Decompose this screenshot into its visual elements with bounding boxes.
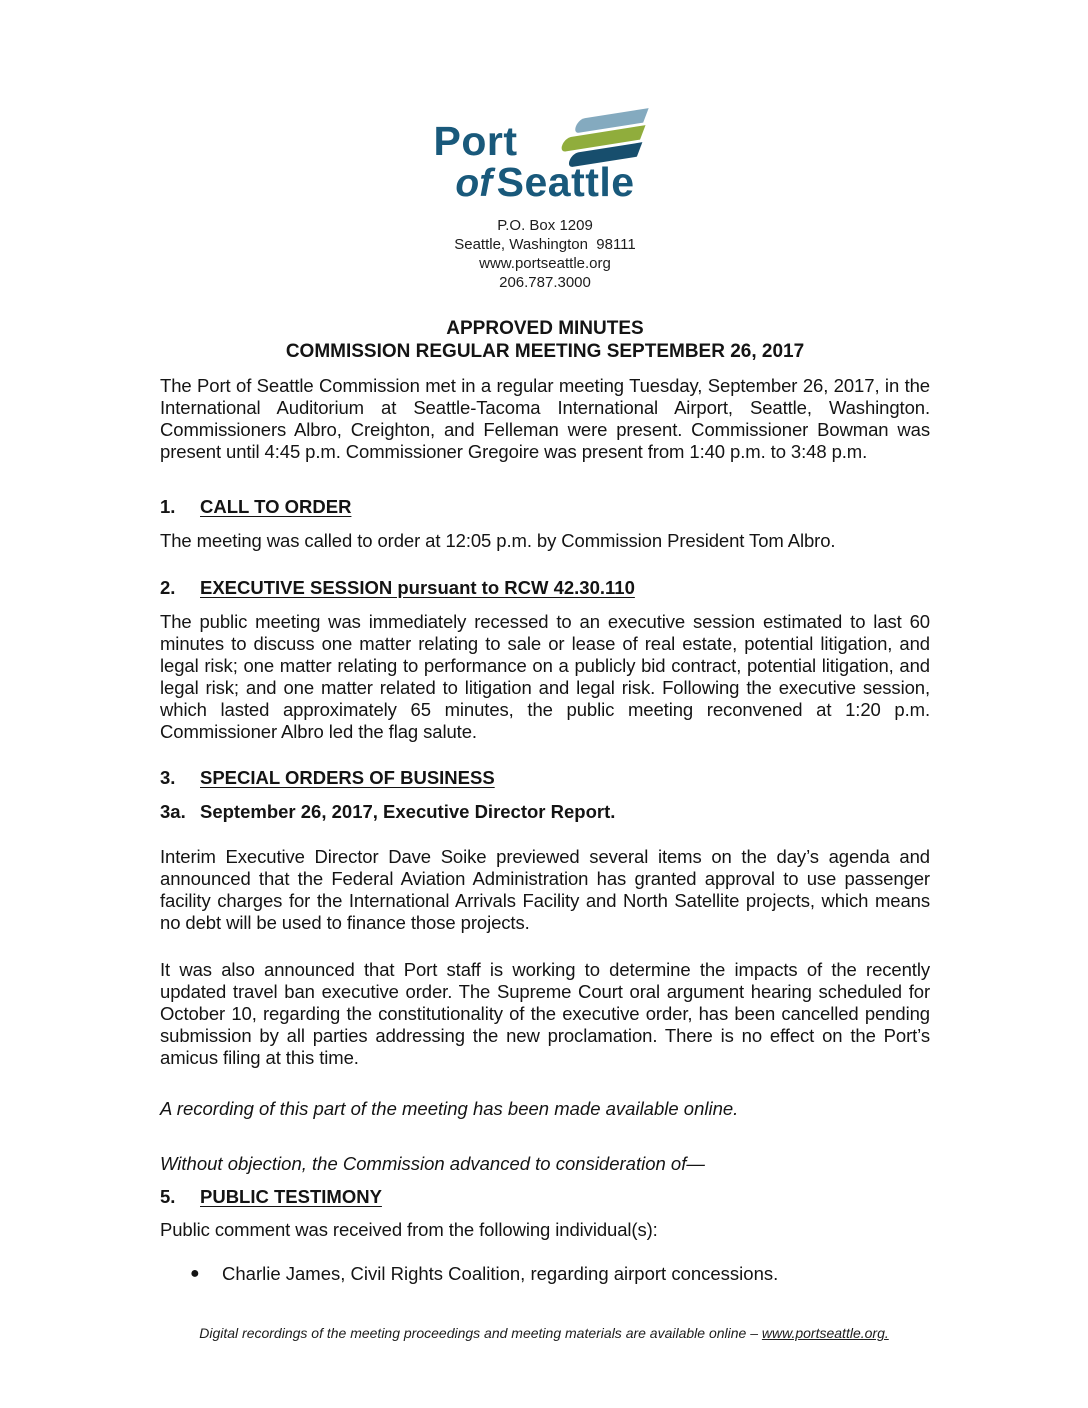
title-line-2: COMMISSION REGULAR MEETING SEPTEMBER 26, 2017 bbox=[285, 341, 805, 362]
section-heading-executive-session bbox=[160, 577, 930, 599]
intro-paragraph: The Port of Seattle Commission met in a regular meeting Tuesday, September 26, 2017, in the International Auditorium at Seattle-Tacoma International Airport, Seattle, Washington. Commissioners Albro, Creighton, and Felleman were present. Commissioner Bowman was present until 4:45 p.m. Commissioner Gregoire was present from 1:40 p.m. to 3:48 p.m. bbox=[160, 375, 930, 462]
logo-text-port: Port bbox=[433, 117, 518, 164]
page-footer bbox=[0, 1324, 1088, 1342]
subsection-title: September 26, 2017, Executive Director Report. bbox=[200, 801, 616, 822]
section-heading-public-testimony bbox=[160, 1186, 930, 1208]
document-title bbox=[160, 317, 930, 363]
section-title: CALL TO ORDER bbox=[200, 496, 352, 517]
logo-text-seattle: Seattle bbox=[496, 159, 635, 205]
footer-portseattle-link[interactable]: www.portseattle.org. bbox=[761, 1325, 889, 1341]
public-testimony-paragraph: Public comment was received from the following individual(s): bbox=[160, 1219, 658, 1240]
special-orders-paragraph-1: Interim Executive Director Dave Soike previewed several items on the day’s agenda and announced that the Federal Aviation Administration has granted approval to use passenger facility charges for the International Arrivals Facility and North Satellite projects, which means no debt will be used to finance those projects. bbox=[160, 846, 930, 933]
address-line-city: Seattle, Washington 98111 bbox=[454, 236, 636, 253]
logo-text-of: of bbox=[455, 162, 493, 205]
address-line-po-box: P.O. Box 1209 bbox=[497, 217, 593, 234]
special-orders-paragraph-2: It was also announced that Port staff is working to determine the impacts of the recently updated travel ban executive order. The Supreme Court oral argument hearing scheduled for October 10, regarding the constitutionality of the executive order, has been cancelled pending submission by all parties addressing the new proclamation. There is no effect on the Port’s amicus filing at this time. bbox=[160, 959, 930, 1068]
testimony-bullet-text: Charlie James, Civil Rights Coalition, regarding airport concessions. bbox=[222, 1263, 779, 1284]
section-title: EXECUTIVE SESSION pursuant to RCW 42.30.110 bbox=[200, 577, 635, 598]
section-number: 2. bbox=[160, 577, 176, 598]
section-heading-call-to-order bbox=[160, 496, 930, 518]
recording-note: A recording of this part of the meeting has been made available online. bbox=[160, 1098, 739, 1119]
title-line-1: APPROVED MINUTES bbox=[446, 318, 644, 339]
subsection-heading-3a bbox=[160, 801, 930, 823]
section-number: 3. bbox=[160, 767, 176, 788]
executive-session-paragraph: The public meeting was immediately recessed to an executive session estimated to last 60 minutes to discuss one matter relating to sale or lease of real estate, potential litigation, and legal risk; one matter relating to performance on a publicly bid contract, potential litigation, and legal risk; and one matter related to litigation and legal risk. Following the executive session, which lasted approximately 65 minutes, the public meeting reconvened at 1:20 p.m. Commissioner Albro led the flag salute. bbox=[160, 611, 930, 742]
subsection-number: 3a. bbox=[160, 801, 186, 822]
document-content bbox=[160, 0, 930, 1285]
footer-text: Digital recordings of the meeting proceedings and meeting materials are available online – bbox=[199, 1325, 762, 1341]
address-line-website: www.portseattle.org bbox=[479, 255, 611, 272]
section-number: 5. bbox=[160, 1186, 176, 1207]
advance-note: Without objection, the Commission advanced to consideration of— bbox=[160, 1153, 705, 1174]
port-of-seattle-logo bbox=[160, 0, 930, 203]
section-title: PUBLIC TESTIMONY bbox=[200, 1186, 382, 1207]
section-number: 1. bbox=[160, 496, 176, 517]
section-heading-special-orders bbox=[160, 767, 930, 789]
logo-row-of-seattle bbox=[160, 159, 930, 205]
bullet-icon: ● bbox=[190, 1265, 200, 1282]
call-to-order-paragraph: The meeting was called to order at 12:05 p.m. by Commission President Tom Albro. bbox=[160, 530, 836, 551]
address-block bbox=[160, 216, 930, 292]
address-line-phone: 206.787.3000 bbox=[499, 274, 591, 291]
section-title: SPECIAL ORDERS OF BUSINESS bbox=[200, 767, 495, 788]
testimony-bullet-item bbox=[160, 1263, 930, 1285]
